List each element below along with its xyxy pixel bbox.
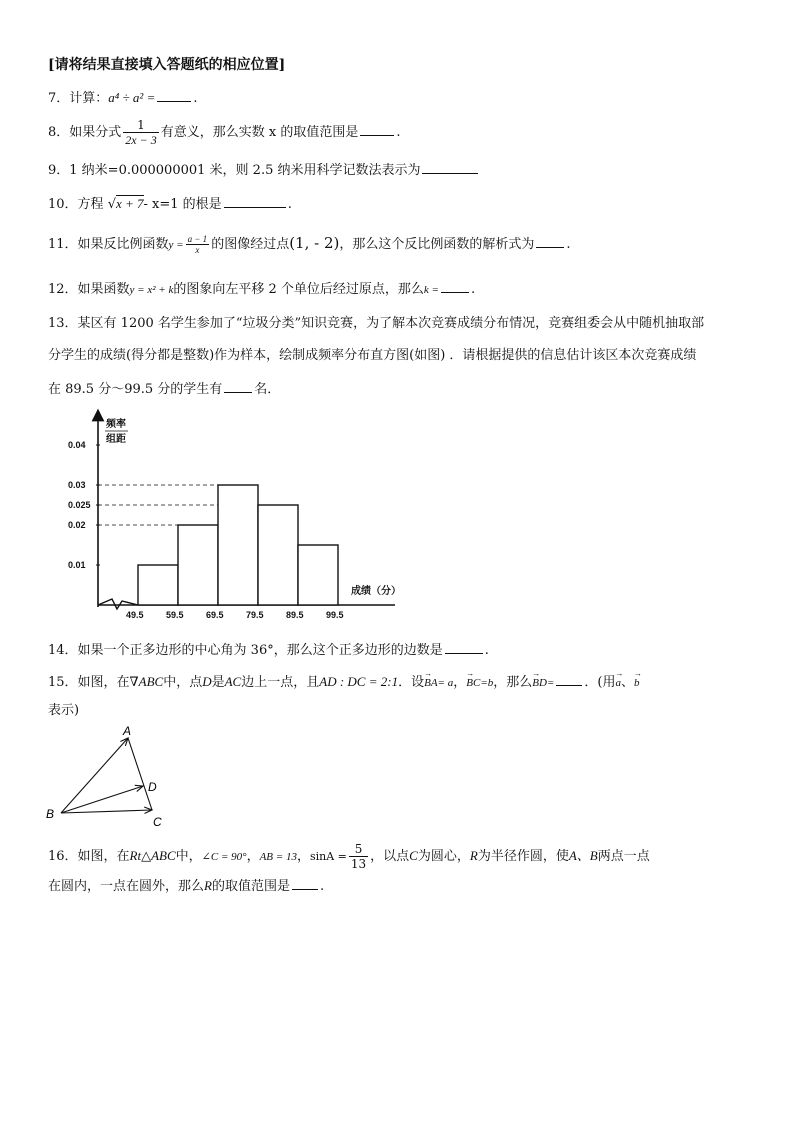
q9-text: 9．1 纳米=0.000000001 米，则 2.5 纳米用科学记数法表示为 (48, 163, 421, 178)
axis-break (98, 599, 138, 609)
q7-expression: a⁴ ÷ a² = (108, 90, 156, 105)
x-tick-label: 89.5 (286, 610, 304, 620)
q8-text: 有意义，那么实数 x 的取值范围是 (160, 125, 359, 140)
x-tick-label: 49.5 (126, 610, 144, 620)
histogram-bar (178, 525, 218, 605)
y-tick-label: 0.025 (68, 500, 91, 510)
question-16: 16．如图，在Rt△ABC中，∠C = 90°，AB = 13，sinA = $\frac{5}{13}$ ，以点C为圆心，R为半径作圆，使A、B两点一点 (48, 842, 650, 871)
q12-answer-blank[interactable] (441, 279, 469, 293)
question-15-line-2: 表示) (48, 703, 80, 718)
question-10: 10．方程 √x + 7- x=1 的根是 . (48, 196, 292, 212)
q15-answer-blank[interactable] (556, 672, 582, 686)
q11-answer-blank[interactable] (536, 234, 564, 248)
y-axis-label-top: 频率 (106, 419, 126, 430)
x-axis-label: 成绩（分） (351, 586, 401, 597)
q8-fraction: $\frac{1}{2x - 3}$ (125, 118, 157, 147)
x-tick-label: 99.5 (326, 610, 344, 620)
q16-sin-fraction: $\frac{5}{13}$ (350, 842, 367, 871)
question-8: 8．如果分式 $\frac{1}{2x - 3}$ 有意义，那么实数 x 的取值范围是 . (48, 118, 401, 147)
triangle-figure (44, 722, 184, 834)
q10-answer-blank[interactable] (224, 194, 286, 208)
y-tick-label: 0.04 (68, 440, 86, 450)
q7-number: 7．计算： (48, 91, 109, 106)
q8-answer-blank[interactable] (360, 122, 394, 136)
q14-answer-blank[interactable] (445, 640, 483, 654)
question-12: 12．如果函数y = x² + k的图象向左平移 2 个单位后经过原点，那么k = . (48, 279, 475, 299)
label-A: A (123, 724, 132, 738)
histogram-bar (258, 505, 298, 605)
segment-BC (61, 810, 152, 813)
question-9 (48, 160, 480, 180)
segment-AC (128, 738, 152, 810)
question-13-line-2: 分学生的成绩(得分都是整数)作为样本，绘制成频率分布直方图(如图) ．请根据提供的信息估计该区本次竞赛成绩 (48, 348, 697, 363)
question-15: 15．如图，在∇ABC中，点D是AC边上一点，且AD : DC = 2:1．设→ BA= a，→ BC=b，那么→ BD= ．(用→ a、→ b (48, 672, 639, 692)
question-16-line-2: 在圆内，一点在圆外，那么R的取值范围是 . (48, 878, 325, 894)
y-tick-label: 0.03 (68, 480, 86, 490)
label-B: B (46, 807, 55, 821)
histogram-chart (40, 405, 410, 630)
q7-answer-blank[interactable] (157, 88, 191, 102)
q7-end: . (193, 91, 198, 106)
q16-answer-blank[interactable] (292, 876, 318, 890)
label-D: D (148, 780, 157, 794)
question-13-line-3: 在 89.5 分～99.5 分的学生有 名． (48, 379, 280, 399)
histogram-bar (218, 485, 258, 605)
question-7 (48, 88, 198, 108)
instruction-heading: [请将结果直接填入答题纸的相应位置] (48, 57, 286, 73)
q11-fraction: $\frac{a - 1}{x}$ (187, 234, 208, 255)
q10-radical: √x + 7 (107, 196, 144, 212)
x-tick-label: 59.5 (166, 610, 184, 620)
histogram-bar (138, 565, 178, 605)
y-tick-label: 0.02 (68, 520, 86, 530)
histogram-bar (298, 545, 338, 605)
y-tick-label: 0.01 (68, 560, 86, 570)
q8-prefix: 8．如果分式 (48, 125, 122, 140)
question-11: 11．如果反比例函数y = $\frac{a - 1}{x}$ 的图像经过点(1, - 2)，那么这个反比例函数的解析式为 . (48, 234, 571, 255)
question-14: 14．如果一个正多边形的中心角为 36°，那么这个正多边形的边数是 . (48, 640, 489, 660)
x-tick-label: 69.5 (206, 610, 224, 620)
q13-answer-blank[interactable] (224, 379, 252, 393)
q11-point: (1, - 2) (289, 234, 340, 252)
x-tick-label: 79.5 (246, 610, 264, 620)
label-C: C (153, 815, 162, 829)
question-13-line-1: 13．某区有 1200 名学生参加了“垃圾分类”知识竞赛，为了解本次竞赛成绩分布情况，竞赛组委会从中随机抽取部 (48, 316, 705, 331)
y-axis-label-bottom: 组距 (106, 434, 126, 445)
q9-answer-blank[interactable] (422, 160, 478, 174)
